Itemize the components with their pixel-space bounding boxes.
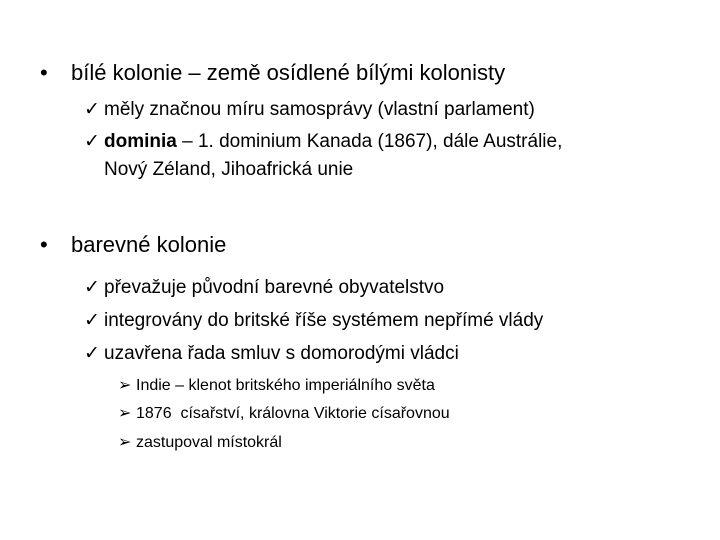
item-text: uzavřena řada smluv s domorodými vládci <box>104 343 459 364</box>
subitem-text: 1876 císařství, královna Viktorie císařovnou <box>136 405 450 422</box>
bullet-icon: • <box>40 232 48 257</box>
arrow-item-india <box>118 375 435 395</box>
arrow-icon: ➢ <box>118 405 132 422</box>
arrow-item-empire <box>118 403 450 423</box>
check-item-treaties <box>84 340 459 368</box>
heading-white-colonies: bílé kolonie – země osídlené bílými kolonisty <box>71 60 506 85</box>
item-text: měly značnou míru samosprávy (vlastní parlament) <box>104 99 535 120</box>
item-text: převažuje původní barevné obyvatelstvo <box>104 277 445 298</box>
check-icon: ✓ <box>84 343 100 364</box>
check-icon: ✓ <box>84 131 100 152</box>
item-text: integrovány do britské říše systémem nepřímé vlády <box>104 310 544 331</box>
heading-colored-colonies: barevné kolonie <box>71 232 227 257</box>
bullet-icon: • <box>40 60 48 85</box>
check-item-indirect-rule <box>84 307 543 335</box>
arrow-item-viceroy <box>118 432 282 452</box>
check-item-dominions <box>84 128 562 184</box>
check-item-population <box>84 274 444 302</box>
subitem-text: zastupoval místokrál <box>136 434 282 451</box>
item-continuation: Nový Zéland, Jihoafrická unie <box>104 159 354 180</box>
check-item-self-government <box>84 96 535 124</box>
item-bold-term: dominia <box>104 131 177 152</box>
arrow-icon: ➢ <box>118 434 132 451</box>
arrow-icon: ➢ <box>118 377 132 394</box>
subitem-text: Indie – klenot britského imperiálního světa <box>136 377 435 394</box>
item-text: – 1. dominium Kanada (1867), dále Austrálie, <box>176 131 563 152</box>
check-icon: ✓ <box>84 99 100 120</box>
bullet-colored-colonies <box>40 232 226 258</box>
check-icon: ✓ <box>84 277 100 298</box>
check-icon: ✓ <box>84 310 100 331</box>
bullet-white-colonies <box>40 60 505 86</box>
